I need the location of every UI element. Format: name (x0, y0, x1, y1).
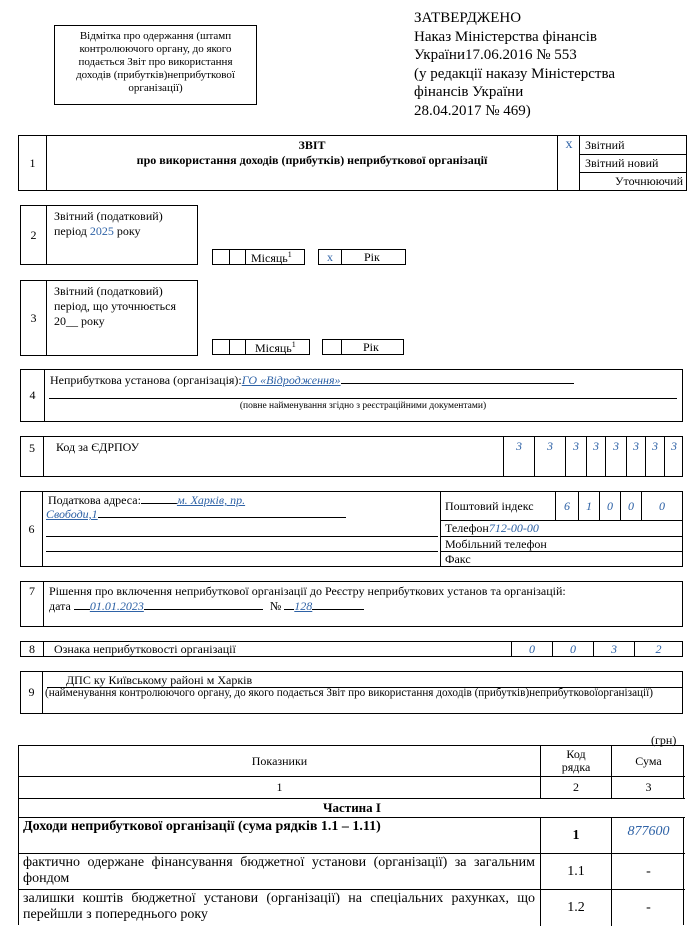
header-sum: Сума (635, 753, 662, 768)
postal-digit: 0 (628, 498, 634, 513)
section-4 (20, 369, 683, 422)
nonprofit-digit[interactable]: 3 (611, 641, 617, 656)
registry-label: Рішення про включення неприбуткової організації до Реєстру неприбуткових установ та організацій: (49, 584, 566, 598)
edrpou-digit: 3 (671, 438, 677, 453)
section-1 (18, 135, 687, 191)
number-label: № (269, 599, 282, 613)
org-label: Неприбуткова установа (організація): (50, 373, 242, 387)
phone-label: Телефон (445, 521, 489, 535)
month-box-2[interactable]: Місяць$^1$ (212, 249, 305, 265)
month-label: Місяць (251, 251, 288, 265)
section-6 (20, 491, 683, 567)
section-number: 7 (29, 583, 35, 598)
year-label: Рік (363, 340, 379, 354)
date-label: дата (49, 599, 71, 613)
org-name[interactable]: ГО «Відродження» (241, 373, 341, 387)
postal-digit: 1 (586, 498, 592, 513)
section-number: 2 (21, 206, 47, 264)
colnum: 3 (645, 780, 652, 794)
stamp-box (54, 25, 257, 105)
row-code: 1 (572, 827, 580, 843)
year-label: Рік (364, 250, 380, 264)
edrpou-digit: 3 (652, 438, 658, 453)
approval-line: (у редакції наказу Міністерства (414, 65, 615, 82)
edrpou-digit: 3 (573, 438, 579, 453)
row-sum[interactable]: - (646, 899, 651, 915)
tax-office-caption: (найменування контролюючого органу, до якого подається Звіт про використання доходів (прибутків)неприбутковоїорганізації) (45, 687, 653, 699)
header-code: Код рядка (561, 747, 591, 774)
row-label: залишки коштів бюджетної установи (організації) на спеціальних рахунках, що перейшли з попереднього року (23, 891, 535, 922)
colnum: 1 (276, 780, 283, 794)
currency-label: (грн) (651, 733, 677, 747)
edrpou-digit: 3 (593, 438, 599, 453)
approval-line: ЗАТВЕРДЖЕНО (414, 10, 522, 26)
nonprofit-digit[interactable]: 2 (655, 641, 662, 656)
decision-date[interactable]: 01.01.2023 (89, 599, 144, 613)
approval-line: фінансів України (414, 84, 524, 100)
type-clarifying[interactable]: Уточнюючий (615, 174, 684, 188)
section-8 (20, 641, 683, 657)
year-box-3[interactable] (322, 339, 404, 355)
section-3 (20, 280, 198, 356)
stamp-box-text: Відмітка про одержання (штамп контролюючого органу, до якого подається Звіт про використання доходів (прибутків)неприбуткової організації) (76, 30, 235, 94)
section-number: 6 (21, 492, 43, 566)
section-7 (20, 581, 683, 627)
year-box-2[interactable] (318, 249, 406, 265)
edrpou-digit: 3 (633, 438, 639, 453)
period-year-line: період 2025 року (54, 224, 141, 238)
address-label: Податкова адреса: (48, 493, 141, 507)
report-title: ЗВІТ (298, 138, 326, 152)
approval-block (414, 9, 694, 120)
section-2 (20, 205, 198, 265)
section-number: 1 (19, 136, 47, 190)
part-title: Частина І (323, 800, 381, 815)
period-label: Звітний (податковий) (54, 209, 163, 223)
row-code: 1.1 (567, 863, 585, 879)
edrpou-digit: 3 (516, 438, 522, 453)
section-number: 8 (29, 641, 35, 656)
row-label: Доходи неприбуткової організації (сума рядків 1.1 – 1.11) (23, 819, 381, 834)
postal-digit: 0 (607, 498, 613, 513)
report-subtitle: про використання доходів (прибутків) неприбуткової організації (136, 153, 488, 167)
type-mark[interactable]: х (565, 137, 573, 152)
fax-label: Факс (445, 552, 471, 566)
postal-digit: 6 (564, 498, 570, 513)
section-number: 3 (21, 281, 47, 355)
section-number: 4 (21, 370, 45, 421)
row-code: 1.2 (567, 899, 585, 915)
row-sum[interactable]: - (646, 863, 651, 879)
section-number: 5 (29, 440, 35, 455)
month-box-3[interactable]: Місяць$^1$ (212, 339, 310, 355)
edrpou-code[interactable] (503, 437, 683, 476)
phone-value[interactable]: 712-00-00 (488, 521, 539, 535)
month-label: Місяць (255, 341, 292, 355)
org-caption: (повне найменування згідно з реєстраційними документами) (239, 401, 487, 411)
year-mark[interactable]: х (327, 249, 333, 264)
row-sum[interactable]: 877600 (627, 824, 670, 839)
period-label: період, що уточнюється (54, 299, 176, 313)
tax-office-name[interactable]: ДПС ку Київському районі м Харків (66, 673, 253, 687)
section-5 (20, 436, 683, 477)
nonprofit-label: Ознака неприбутковості організації (54, 642, 236, 656)
type-reporting[interactable]: Звітний (585, 138, 625, 152)
approval-line: Наказ Міністерства фінансів (414, 28, 597, 45)
postal-digit: 0 (659, 498, 665, 513)
edrpou-digit: 3 (613, 438, 619, 453)
decision-number[interactable]: 128 (294, 599, 313, 613)
mobile-label: Мобільний телефон (445, 537, 547, 551)
address-line-1[interactable]: м. Харків, пр. (176, 493, 246, 507)
address-line-2[interactable]: Свободи,1 (46, 507, 98, 521)
header-indicators: Показники (251, 753, 308, 768)
period-label: 20__ року (54, 314, 105, 328)
colnum: 2 (573, 780, 579, 794)
nonprofit-digit[interactable]: 0 (529, 641, 535, 656)
edrpou-digit: 3 (547, 438, 553, 453)
approval-line: України17.06.2016 № 553 (414, 47, 577, 63)
section-number: 9 (21, 672, 43, 713)
postal-label: Поштовий індекс (445, 499, 534, 513)
row-label: фактично одержане фінансування бюджетної установи (організації) за загальним фондом (23, 855, 535, 886)
section-9 (20, 671, 683, 714)
nonprofit-digit[interactable]: 0 (570, 641, 576, 656)
period-label: Звітний (податковий) (54, 284, 163, 298)
approval-line: 28.04.2017 № 469) (414, 102, 531, 119)
edrpou-label: Код за ЄДРПОУ (56, 440, 140, 454)
indicators-table (18, 745, 684, 925)
type-new[interactable]: Звітний новий (585, 156, 659, 170)
period-year[interactable]: 2025 (89, 224, 114, 238)
